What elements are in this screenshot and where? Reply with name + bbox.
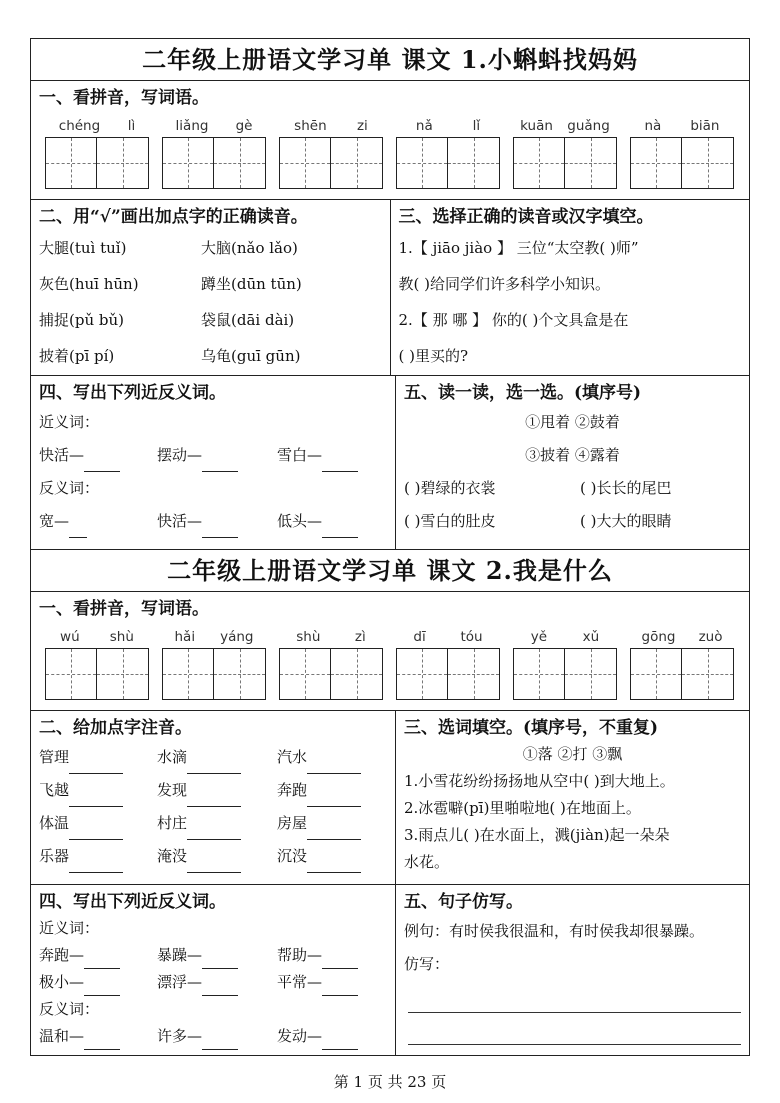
lesson1-section3 <box>390 200 750 375</box>
pinyin-text: wú <box>60 629 80 645</box>
writing-box[interactable] <box>97 648 149 700</box>
word-prompt: 房屋 <box>277 814 308 832</box>
writing-box[interactable] <box>97 137 149 189</box>
writing-box[interactable] <box>448 648 500 700</box>
fill-item[interactable]: ( )碧绿的衣裳 <box>404 479 496 497</box>
answer-blank[interactable] <box>69 857 123 873</box>
writing-box[interactable] <box>682 648 734 700</box>
writing-box[interactable] <box>448 137 500 189</box>
word-prompt: 低头— <box>277 512 323 530</box>
pinyin-text: gè <box>235 118 253 134</box>
pinyin-grid <box>39 111 741 195</box>
answer-blank[interactable] <box>187 791 241 807</box>
writing-line[interactable] <box>408 981 741 1013</box>
section-heading: 四、写出下列近反义词。 <box>39 892 226 912</box>
reading-choice[interactable]: 大脑(nǎo lǎo) <box>201 239 298 257</box>
antonym-label: 反义词： <box>39 479 100 497</box>
word-prompt: 暴躁— <box>157 946 203 964</box>
answer-blank[interactable] <box>322 980 358 996</box>
answer-blank[interactable] <box>202 522 238 538</box>
worksheet <box>30 38 750 1056</box>
answer-blank[interactable] <box>69 758 123 774</box>
reading-choice[interactable]: 捕捉(pǔ bǔ) <box>39 311 124 329</box>
fill-line[interactable]: 1.【 jiāo jiào 】 三位“太空教( )师” <box>398 239 639 257</box>
word-prompt: 沉没 <box>277 847 308 865</box>
writing-box[interactable] <box>45 137 97 189</box>
pinyin-word <box>162 626 266 700</box>
lesson1-title: 二年级上册语文学习单 课文 1.小蝌蚪找妈妈 <box>31 39 749 81</box>
reading-choice[interactable]: 蹲坐(dūn tūn) <box>201 275 302 293</box>
pinyin-word <box>630 115 734 189</box>
pinyin-text: biān <box>690 118 720 134</box>
word-prompt: 淹没 <box>157 847 188 865</box>
lesson2-section2 <box>31 711 395 884</box>
word-prompt: 发现 <box>157 781 188 799</box>
pinyin-text: liǎng <box>175 118 209 134</box>
pinyin-text: xǔ <box>582 629 600 645</box>
answer-blank[interactable] <box>307 791 361 807</box>
lesson2-section45 <box>31 885 749 1055</box>
word-prompt: 宽— <box>39 512 70 530</box>
writing-box[interactable] <box>630 648 682 700</box>
pinyin-word <box>279 115 383 189</box>
answer-blank[interactable] <box>69 824 123 840</box>
lesson2-section23 <box>31 711 749 885</box>
word-prompt: 汽水 <box>277 748 308 766</box>
writing-box[interactable] <box>214 648 266 700</box>
section-heading: 一、看拼音，写词语。 <box>39 88 209 108</box>
word-prompt: 水滴 <box>157 748 188 766</box>
word-prompt: 体温 <box>39 814 70 832</box>
pinyin-text: shù <box>296 629 321 645</box>
fill-line[interactable]: 水花。 <box>404 853 450 871</box>
word-prompt: 奔跑 <box>277 781 308 799</box>
antonym-label: 反义词： <box>39 1000 100 1018</box>
lesson2-title: 二年级上册语文学习单 课文 2.我是什么 <box>31 550 749 592</box>
answer-blank[interactable] <box>202 1034 238 1050</box>
answer-blank[interactable] <box>202 456 238 472</box>
fill-line[interactable]: 教( )给同学们许多科学小知识。 <box>398 275 610 293</box>
fill-line[interactable]: 3.雨点儿( )在水面上，溅(jiàn)起一朵朵 <box>404 826 670 844</box>
writing-line[interactable] <box>408 1013 741 1045</box>
synonym-label: 近义词： <box>39 413 100 431</box>
section-heading: 五、读一读，选一选。(填序号) <box>404 383 642 403</box>
page-footer: 第 1 页 共 23 页 <box>333 1073 447 1091</box>
word-prompt: 雪白— <box>277 446 323 464</box>
pinyin-text: zuò <box>698 629 723 645</box>
word-prompt: 飞越 <box>39 781 70 799</box>
option-list: ③披着 ④露着 <box>525 446 620 464</box>
pinyin-word <box>279 626 383 700</box>
writing-box[interactable] <box>162 137 214 189</box>
writing-box[interactable] <box>162 648 214 700</box>
pinyin-text: lǐ <box>472 118 481 134</box>
answer-blank[interactable] <box>307 824 361 840</box>
answer-blank[interactable] <box>202 980 238 996</box>
lesson1-section1 <box>31 81 749 200</box>
fill-line[interactable]: 1.小雪花纷纷扬扬地从空中( )到大地上。 <box>404 772 675 790</box>
pinyin-text: hǎi <box>174 629 196 645</box>
pinyin-text: zi <box>356 118 368 134</box>
pinyin-text: gōng <box>641 629 676 645</box>
lesson2-section5 <box>395 885 749 1055</box>
pinyin-word <box>162 115 266 189</box>
example-sentence: 例句：有时侯我很温和，有时侯我却很暴躁。 <box>404 922 705 940</box>
reading-choice[interactable]: 乌龟(guī gūn) <box>201 347 301 365</box>
pinyin-text: guǎng <box>567 118 610 134</box>
writing-box[interactable] <box>331 648 383 700</box>
writing-box[interactable] <box>630 137 682 189</box>
lesson1-section23 <box>31 200 749 376</box>
pinyin-word <box>45 115 149 189</box>
word-prompt: 摆动— <box>157 446 203 464</box>
lesson1-section4 <box>31 376 395 549</box>
pinyin-word <box>396 115 500 189</box>
word-prompt: 平常— <box>277 973 323 991</box>
answer-blank[interactable] <box>307 758 361 774</box>
writing-box[interactable] <box>396 137 448 189</box>
pinyin-word <box>630 626 734 700</box>
answer-blank[interactable] <box>322 1034 358 1050</box>
answer-blank[interactable] <box>84 980 120 996</box>
writing-box[interactable] <box>45 648 97 700</box>
word-prompt: 乐器 <box>39 847 70 865</box>
answer-blank[interactable] <box>69 791 123 807</box>
imitate-label: 仿写： <box>404 955 450 973</box>
word-prompt: 帮助— <box>277 946 323 964</box>
reading-choice[interactable]: 披着(pī pí) <box>39 347 115 365</box>
pinyin-text: nà <box>644 118 662 134</box>
answer-blank[interactable] <box>202 953 238 969</box>
pinyin-text: chéng <box>58 118 101 134</box>
fill-item[interactable]: ( )大大的眼睛 <box>580 512 672 530</box>
pinyin-word <box>513 626 617 700</box>
section-heading: 二、给加点字注音。 <box>39 718 192 738</box>
word-prompt: 快活— <box>39 446 85 464</box>
writing-box[interactable] <box>565 648 617 700</box>
answer-blank[interactable] <box>322 953 358 969</box>
answer-blank[interactable] <box>322 522 358 538</box>
word-prompt: 快活— <box>157 512 203 530</box>
writing-box[interactable] <box>279 137 331 189</box>
reading-choice[interactable]: 大腿(tuì tuǐ) <box>39 239 127 257</box>
word-prompt: 村庄 <box>157 814 188 832</box>
lesson2-section1 <box>31 592 749 711</box>
answer-blank[interactable] <box>322 456 358 472</box>
writing-box[interactable] <box>331 137 383 189</box>
word-prompt: 极小— <box>39 973 85 991</box>
answer-blank[interactable] <box>307 857 361 873</box>
answer-blank[interactable] <box>84 953 120 969</box>
section-heading: 四、写出下列近反义词。 <box>39 383 226 403</box>
writing-box[interactable] <box>513 648 565 700</box>
answer-blank[interactable] <box>84 456 120 472</box>
word-prompt: 发动— <box>277 1027 323 1045</box>
pinyin-text: zì <box>354 629 366 645</box>
word-prompt: 漂浮— <box>157 973 203 991</box>
word-prompt: 温和— <box>39 1027 85 1045</box>
option-list: ①甩着 ②鼓着 <box>525 413 620 431</box>
pinyin-word <box>45 626 149 700</box>
word-prompt: 许多— <box>157 1027 203 1045</box>
pinyin-text: nǎ <box>415 118 433 134</box>
lesson2-section4 <box>31 885 395 1055</box>
section-heading: 一、看拼音，写词语。 <box>39 599 209 619</box>
section-heading: 三、选择正确的读音或汉字填空。 <box>398 207 654 227</box>
pinyin-text: shù <box>109 629 134 645</box>
pinyin-text: lì <box>127 118 136 134</box>
reading-choice[interactable]: 灰色(huī hūn) <box>39 275 139 293</box>
option-list: ①落 ②打 ③飘 <box>522 745 623 763</box>
reading-choice[interactable]: 袋鼠(dāi dài) <box>201 311 295 329</box>
answer-blank[interactable] <box>187 857 241 873</box>
fill-item[interactable]: ( )雪白的肚皮 <box>404 512 496 530</box>
pinyin-text: dī <box>413 629 426 645</box>
pinyin-word <box>396 626 500 700</box>
writing-box[interactable] <box>396 648 448 700</box>
fill-line[interactable]: 2.【 那 哪 】 你的( )个文具盒是在 <box>398 311 629 329</box>
word-prompt: 奔跑— <box>39 946 85 964</box>
fill-line[interactable]: 2.冰雹噼(pī)里啪啦地( )在地面上。 <box>404 799 641 817</box>
pinyin-text: tóu <box>460 629 483 645</box>
writing-box[interactable] <box>565 137 617 189</box>
pinyin-word <box>513 115 617 189</box>
pinyin-grid <box>39 622 741 706</box>
section-heading: 五、句子仿写。 <box>404 892 523 912</box>
lesson1-section45 <box>31 376 749 550</box>
fill-item[interactable]: ( )长长的尾巴 <box>580 479 672 497</box>
writing-box[interactable] <box>214 137 266 189</box>
fill-line[interactable]: ( )里买的? <box>398 347 469 365</box>
answer-blank[interactable] <box>84 1034 120 1050</box>
synonym-label: 近义词： <box>39 919 100 937</box>
writing-box[interactable] <box>279 648 331 700</box>
word-prompt: 管理 <box>39 748 70 766</box>
pinyin-text: yáng <box>220 629 254 645</box>
lesson2-section3 <box>395 711 749 884</box>
section-heading: 三、选词填空。(填序号，不重复) <box>404 718 659 738</box>
pinyin-text: shēn <box>294 118 327 134</box>
answer-blank[interactable] <box>69 522 87 538</box>
answer-blank[interactable] <box>187 758 241 774</box>
lesson1-section2 <box>31 200 390 375</box>
lesson1-section5 <box>395 376 749 549</box>
pinyin-text: yě <box>530 629 548 645</box>
section-heading: 二、用“√”画出加点字的正确读音。 <box>39 207 308 227</box>
writing-box[interactable] <box>682 137 734 189</box>
pinyin-text: kuān <box>520 118 553 134</box>
writing-box[interactable] <box>513 137 565 189</box>
answer-blank[interactable] <box>187 824 241 840</box>
